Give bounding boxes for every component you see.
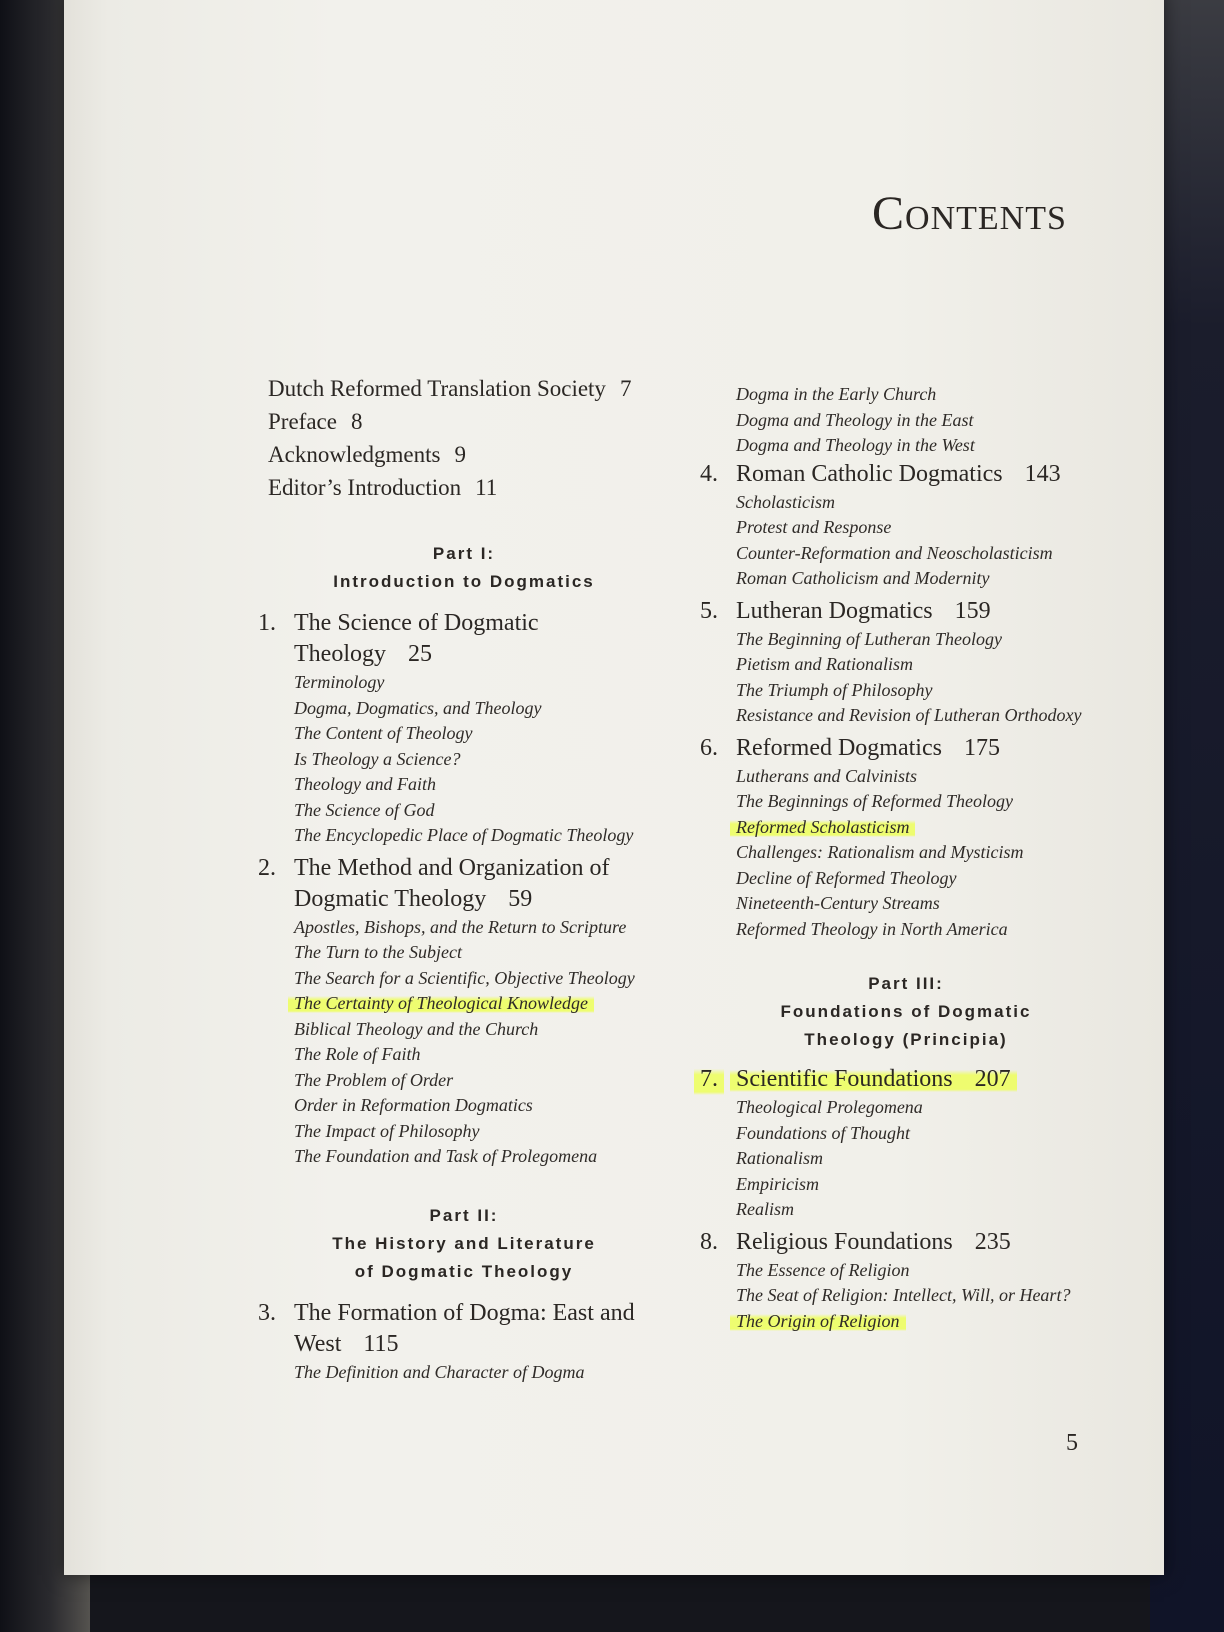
front-matter-entry: Editor’s Introduction 11 <box>268 475 498 500</box>
section-entry: Terminology <box>294 672 385 692</box>
part-title: Theology (Principia) <box>804 1030 1008 1049</box>
section-entry: Resistance and Revision of Lutheran Orthodoxy <box>736 705 1082 725</box>
part-heading <box>254 1202 674 1286</box>
section-entry: Decline of Reformed Theology <box>736 867 957 888</box>
section-entry: Lutherans and Calvinists <box>736 765 918 786</box>
page-title: Contents <box>872 187 1067 240</box>
section-entry-highlighted: The Certainty of Theological Knowledge <box>254 991 674 1017</box>
section-entry: The Definition and Character of Dogma <box>294 1361 585 1382</box>
chapter-entry: 2. The Method and Organization of Dogmatic Theology 59 <box>258 854 610 912</box>
section-entry: The Encyclopedic Place of Dogmatic Theology <box>294 825 634 845</box>
section-entry: Counter-Reformation and Neoscholasticism <box>736 542 1053 563</box>
section-entry: Theological Prolegomena <box>736 1097 923 1117</box>
part-heading <box>254 540 674 596</box>
chapter-entry: 4. Roman Catholic Dogmatics 143 <box>700 460 1061 487</box>
section-entry: The Triumph of Philosophy <box>736 679 933 700</box>
chapter-entry: 8. Religious Foundations 235 <box>700 1228 1011 1255</box>
section-entry: Scholasticism <box>736 491 835 512</box>
section-entry: Reformed Theology in North America <box>736 918 1008 939</box>
section-entry: The Impact of Philosophy <box>294 1120 480 1141</box>
toc-right-column <box>696 382 1116 1334</box>
front-matter-entry: Dutch Reformed Translation Society 7 <box>268 376 632 401</box>
section-entry-highlighted: Reformed Scholasticism <box>696 815 1116 841</box>
section-entry: Apostles, Bishops, and the Return to Scripture <box>294 916 627 937</box>
part-heading <box>696 970 1116 1054</box>
section-entry: Is Theology a Science? <box>294 748 461 769</box>
chapter-entry: 3. The Formation of Dogma: East and West 115 <box>258 1299 635 1357</box>
section-entry: Nineteenth-Century Streams <box>736 893 940 913</box>
section-entry: The Turn to the Subject <box>294 942 462 962</box>
section-entry: The Beginnings of Reformed Theology <box>736 791 1013 811</box>
section-entry-highlighted: The Origin of Religion <box>696 1309 1116 1335</box>
section-entry: Dogma and Theology in the West <box>736 435 975 455</box>
section-entry: The Beginning of Lutheran Theology <box>736 628 1002 649</box>
section-entry: The Content of Theology <box>294 723 473 743</box>
section-entry: Roman Catholicism and Modernity <box>736 568 990 588</box>
part-label: Part II: <box>429 1205 499 1225</box>
part-title: of Dogmatic Theology <box>354 1261 574 1281</box>
section-entry: Dogma, Dogmatics, and Theology <box>294 697 542 718</box>
chapter-entry: 6. Reformed Dogmatics 175 <box>700 734 1000 761</box>
section-entry: Foundations of Thought <box>736 1122 911 1143</box>
front-matter-entry: Acknowledgments 9 <box>268 442 466 467</box>
section-entry: Dogma in the Early Church <box>736 384 937 404</box>
section-entry: Rationalism <box>736 1148 824 1168</box>
section-entry: Empiricism <box>736 1173 819 1194</box>
section-entry: Realism <box>736 1199 794 1219</box>
part-title: The History and Literature <box>332 1233 596 1253</box>
section-entry: Dogma and Theology in the East <box>736 409 974 430</box>
front-matter-entry: Preface 8 <box>268 409 363 434</box>
section-entry: The Problem of Order <box>294 1069 454 1090</box>
section-entry: Challenges: Rationalism and Mysticism <box>736 842 1024 862</box>
section-entry: Order in Reformation Dogmatics <box>294 1095 533 1115</box>
chapter-entry: 5. Lutheran Dogmatics 159 <box>700 597 991 624</box>
part-label: Part I: <box>432 544 496 563</box>
section-entry: Theology and Faith <box>294 774 436 794</box>
section-entry: The Foundation and Task of Prolegomena <box>294 1146 598 1166</box>
section-entry: Biblical Theology and the Church <box>294 1018 539 1039</box>
page-number: 5 <box>1066 1430 1078 1456</box>
part-title: Foundations of Dogmatic <box>780 1002 1032 1021</box>
part-title: Introduction to Dogmatics <box>333 572 595 591</box>
section-entry: Pietism and Rationalism <box>736 654 913 674</box>
section-entry: The Science of God <box>294 799 435 820</box>
section-entry: Protest and Response <box>736 517 892 537</box>
part-label: Part III: <box>868 974 944 993</box>
chapter-entry: 1. The Science of Dogmatic Theology 25 <box>258 610 539 667</box>
section-entry: The Search for a Scientific, Objective Theology <box>294 967 635 988</box>
toc-left-column <box>254 372 674 1385</box>
section-entry: The Role of Faith <box>294 1044 421 1064</box>
section-entry: The Seat of Religion: Intellect, Will, or Heart? <box>736 1285 1071 1305</box>
section-entry: The Essence of Religion <box>736 1259 910 1280</box>
book-page <box>64 0 1164 1575</box>
chapter-entry-highlighted: 7. Scientific Foundations 207 <box>696 1064 1116 1095</box>
